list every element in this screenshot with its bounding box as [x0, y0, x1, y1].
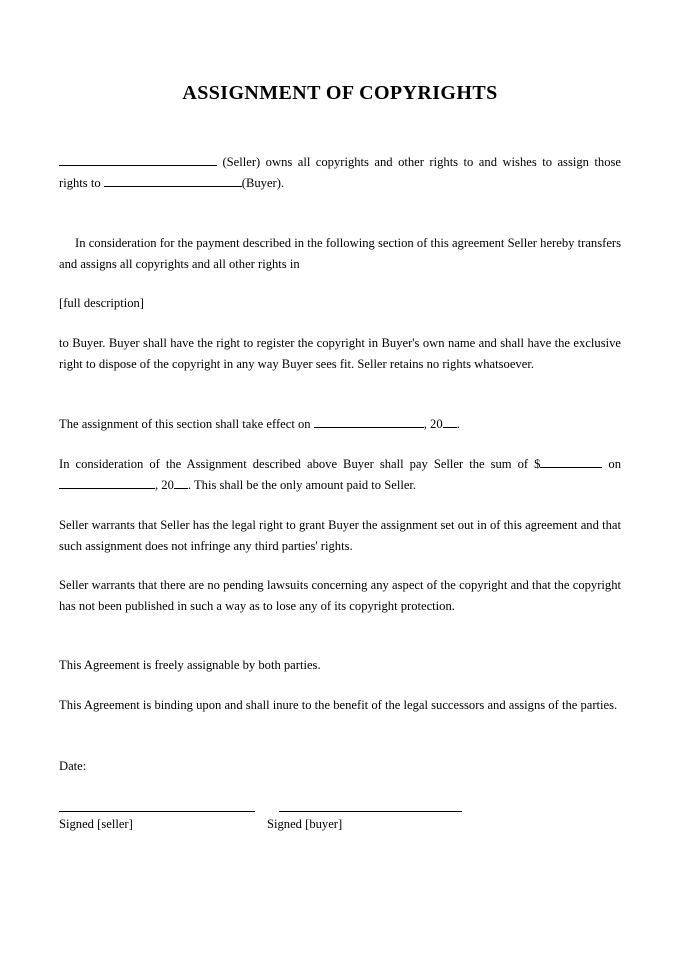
seller-text: (Seller) owns all copyrights and other rights to and wishes to assign those rights to [59, 155, 621, 190]
payment-paragraph [59, 454, 621, 495]
effective-year-prefix: , 20 [423, 417, 443, 431]
seller-name-blank[interactable] [59, 153, 217, 166]
document-title: ASSIGNMENT OF COPYRIGHTS [182, 82, 498, 104]
seller-warranty-paragraph: Seller warrants that Seller has the legal right to grant Buyer the assignment set out in of this agreement and that such assignment does not infringe any third parties' rights. [59, 518, 621, 553]
effective-date-blank[interactable] [314, 415, 424, 428]
effective-date-end: . [456, 417, 460, 431]
date-label: Date: [59, 759, 87, 773]
buyer-text: (Buyer). [241, 175, 285, 190]
payment-end-text: . This shall be the only amount paid to Seller. [187, 477, 417, 492]
effective-year-blank[interactable] [443, 415, 457, 428]
buyer-rights-paragraph: to Buyer. Buyer shall have the right to register the copyright in Buyer's own name and shall have the exclusive right to dispose of the copyright in any way Buyer sees fit. Seller retains no rights whatsoever. [59, 336, 621, 371]
effective-date-text: The assignment of this section shall take effect on [59, 417, 314, 431]
assignable-paragraph: This Agreement is freely assignable by both parties. [59, 658, 321, 672]
payment-text: In consideration of the Assignment described above Buyer shall pay Seller the sum of [59, 457, 535, 471]
payment-amount-blank[interactable] [540, 455, 602, 468]
payment-year-prefix: , 20 [155, 477, 174, 492]
payment-date-blank[interactable] [59, 476, 155, 489]
currency-symbol: $ [534, 457, 541, 471]
full-description-placeholder: [full description] [59, 296, 144, 310]
seller-signature-label: Signed [seller] [59, 817, 133, 831]
payment-on-text: on [602, 457, 621, 471]
parties-paragraph [59, 152, 621, 193]
consideration-paragraph: In consideration for the payment described in the following section of this agreement Seller hereby transfers and assigns all copyrights and all other rights in [59, 236, 621, 271]
payment-year-blank[interactable] [174, 476, 188, 489]
binding-paragraph: This Agreement is binding upon and shall inure to the benefit of the legal successors and assigns of the parties. [59, 698, 618, 712]
buyer-signature-line[interactable] [279, 811, 462, 812]
lawsuit-warranty-paragraph: Seller warrants that there are no pending lawsuits concerning any aspect of the copyright and that the copyright has not been published in such a way as to lose any of its copyright protection. [59, 578, 621, 613]
seller-signature-line[interactable] [59, 811, 255, 812]
buyer-signature-label: Signed [buyer] [267, 817, 343, 831]
effective-date-paragraph [59, 414, 621, 435]
buyer-name-blank[interactable] [104, 174, 242, 187]
